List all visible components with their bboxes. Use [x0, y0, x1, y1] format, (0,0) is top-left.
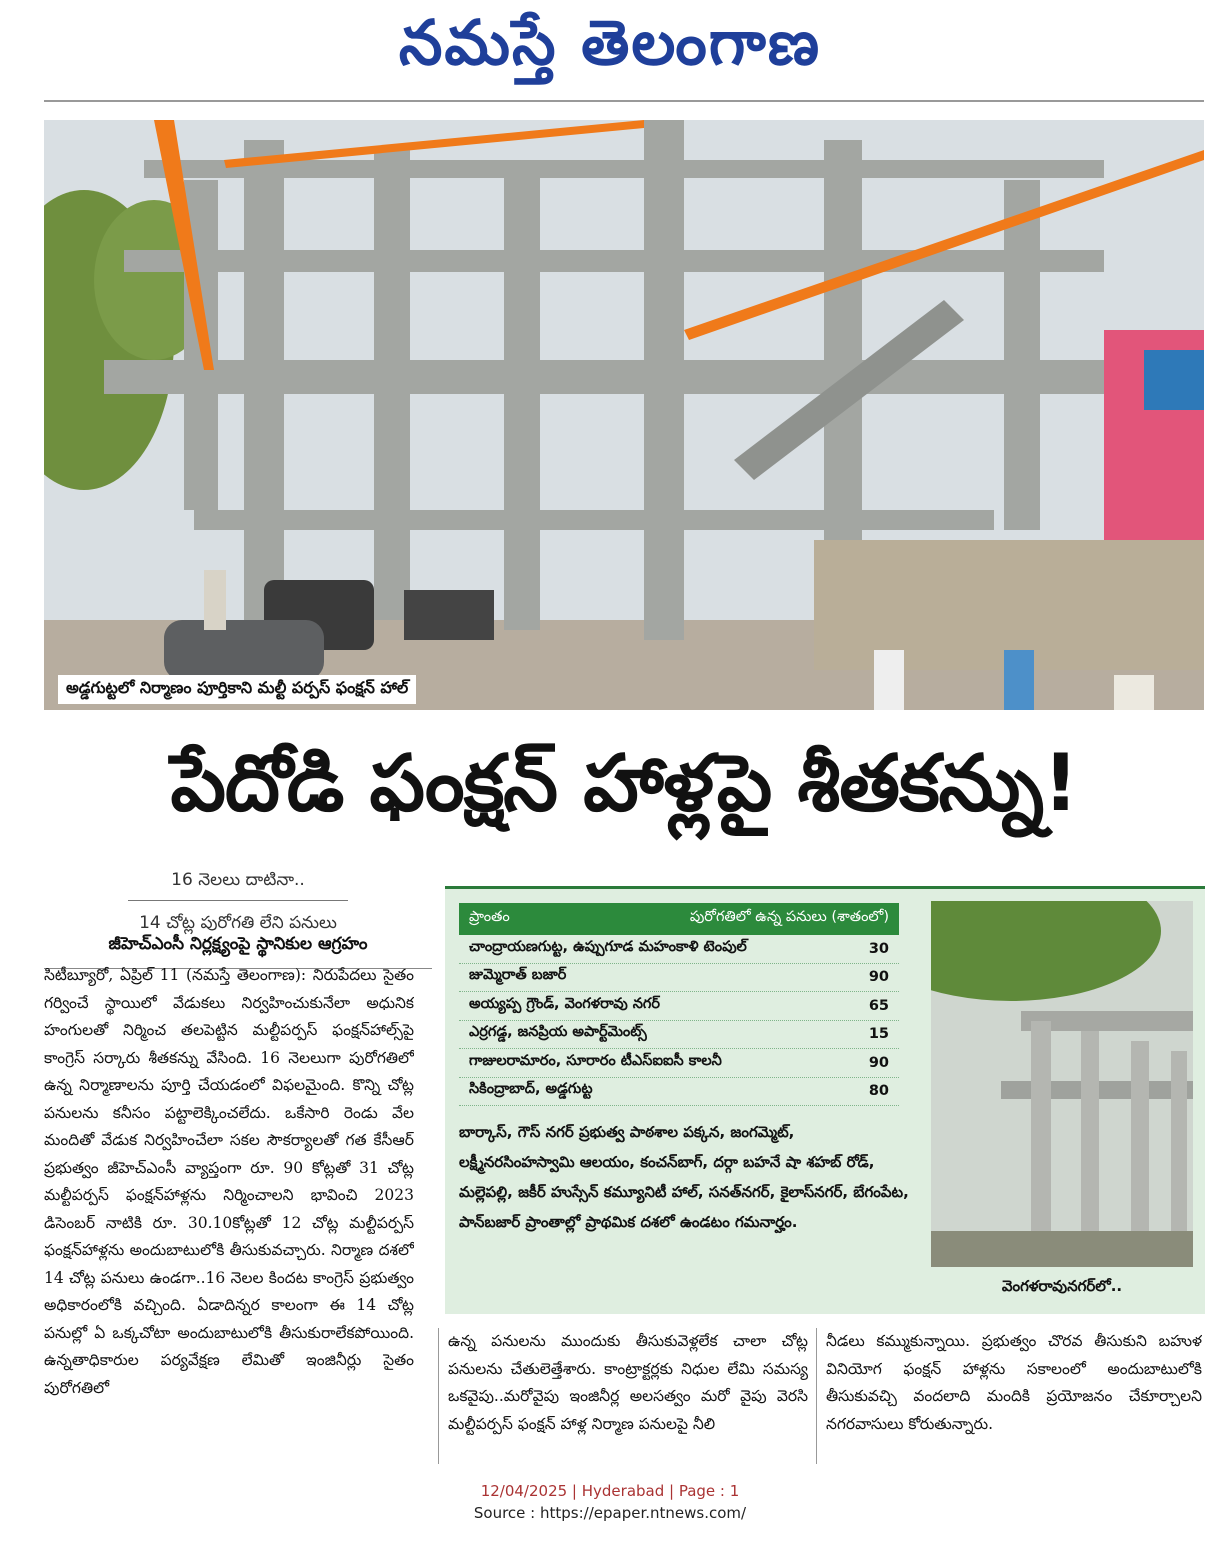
article-column-3: నీడలు కమ్ముకున్నాయి. ప్రభుత్వం చొరవ తీసుకుని బహుళ వినియోగ ఫంక్షన్ హాళ్లను సకాలంలో అందుబాటులోకి తీసుకువచ్చి వందలాది మందికి ప్రయోజనం చేకూర్చాలని నగరవాసులు కోరుతున్నారు.: [826, 1332, 1202, 1433]
table-cell-value: 90: [868, 969, 889, 986]
table-header-place: ప్రాంతం: [469, 909, 510, 925]
newspaper-logo: నమస్తే తెలంగాణ: [398, 6, 822, 79]
table-cell-place: చాంద్రాయణగుట్ట, ఉప్పుగూడ మహంకాళి టెంపుల్: [469, 938, 747, 955]
article-column-1: సిటీబ్యూరో, ఏప్రిల్ 11 (నమస్తే తెలంగాణ): నిరుపేదలు సైతం గర్వించే స్థాయిలో వేడుకలు నిర్వహించుకునేలా అధునిక హంగులతో నిర్మించ తలపెట్టిన మల్టీపర్పస్ ఫంక్షన్‌హాల్స్‌పై కాంగ్రెస్ సర్కారు శీతకన్ను వేసింది. 16 నెలలుగా పురోగతిలో ఉన్న నిర్మాణాలను పూర్తి చేయడంలో విఫలమైంది. కొన్ని చోట్ల పనులను కనీసం పట్టాలెక్కించలేదు. ఒకేసారి రెండు వేల మందితో వేడుక నిర్వహించేలా సకల సౌకర్యాలతో గత కేసీఆర్ ప్రభుత్వం జీహెచ్‌ఎంసీ వ్యాప్తంగా రూ. 90 కోట్లతో 31 చోట్ల మల్టీపర్పస్ ఫంక్షన్‌హాళ్లను నిర్మించాలని భావించి 2023 డిసెంబర్ నాటికి రూ. 30.10కోట్లతో 12 చోట్ల మల్టీపర్పస్ ఫంక్షన్‌హాళ్లను అందుబాటులోకి తీసుకువచ్చారు. నిర్మాణ దశలో 14 చోట్ల పనులు ఉండగా..16 నెలల కిందట కాంగ్రెస్ ప్రభుత్వం అధికారంలోకి వచ్చింది. ఏడాదిన్నర కాలంగా ఈ 14 చోట్ల పనుల్లో ఏ ఒక్కచోటా అందుబాటులోకి తీసుకురాలేకపోయింది. ఉన్నతాధికారుల పర్యవేక్షణ లేమితో ఇంజినీర్లు సైతం పురోగతిలో: [44, 966, 414, 1397]
table-row: [459, 1078, 899, 1107]
table-cell-value: 90: [868, 1054, 889, 1071]
table-cell-place: గాజులరామారం, సూరారం టీఎస్ఐఐసీ కాలనీ: [469, 1052, 722, 1069]
table-cell-place: అయ్యప్ప గ్రౌండ్, వెంగళరావు నగర్: [469, 995, 660, 1012]
footer-source: Source : https://epaper.ntnews.com/: [473, 1504, 747, 1522]
table-row: [459, 964, 899, 993]
subhead-line-2: 14 చోట్ల పురోగతి లేని పనులు: [139, 913, 337, 933]
table-header: [459, 903, 899, 935]
table-row: [459, 1049, 899, 1078]
table-row: [459, 935, 899, 964]
column-divider: [438, 1328, 439, 1464]
side-building-illustration: [931, 901, 1193, 1267]
table-header-progress: పురోగతిలో ఉన్న పనులు (శాతంలో): [689, 909, 889, 925]
building-illustration: [44, 120, 1204, 710]
progress-table: [459, 903, 899, 1106]
table-row: [459, 992, 899, 1021]
side-photo: [931, 901, 1193, 1267]
table-cell-value: 80: [868, 1083, 889, 1100]
table-row: [459, 1021, 899, 1050]
table-note: బార్కాస్, గౌస్ నగర్ ప్రభుత్వ పాఠశాల పక్కన, జంగమ్మెట్, లక్ష్మీనరసింహస్వామి ఆలయం, కంచన్‌బాగ్, దర్గా బహనే షా శహబ్ రోడ్, మల్లెపల్లి, జకీర్ హుస్సేన్ కమ్యూనిటీ హాల్, సనత్‌నగర్, కైలాస్‌నగర్, బేగంపేట, పాన్‌బజార్ ప్రాంతాల్లో ప్రాథమిక దశలో ఉండటం గమనార్హం.: [459, 1123, 909, 1231]
kicker: జీహెచ్‌ఎంసీ నిర్లక్ష్యంపై స్థానికుల ఆగ్రహం: [44, 934, 432, 969]
subhead-line-1: 16 నెలలు దాటినా..: [171, 870, 305, 890]
masthead: [0, 0, 1220, 100]
info-box: [445, 886, 1205, 1314]
headline-text: పేదోడి ఫంక్షన్ హాళ్లపై శీతకన్ను!: [170, 738, 1078, 829]
table-cell-place: జుమ్మెరాత్ బజార్: [469, 967, 567, 984]
table-cell-place: ఎర్రగడ్డ, జనప్రియ అపార్ట్‌మెంట్స్: [469, 1024, 647, 1041]
article-column-2: ఉన్న పనులను ముందుకు తీసుకువెళ్లలేక చాలా చోట్ల పనులను చేతులెత్తేశారు. కాంట్రాక్టర్లకు నిధుల లేమి సమస్య ఒకవైపు..మరోవైపు ఇంజినీర్ల అలసత్వం మరో వైపు వెరసి మల్టీపర్పస్ ఫంక్షన్ హాళ్ల నిర్మాణ పనులపై నీలి: [448, 1332, 808, 1433]
table-cell-value: 30: [868, 940, 889, 957]
footer: [0, 1480, 1220, 1524]
side-photo-caption: వెంగళరావునగర్‌లో..: [1001, 1277, 1123, 1295]
subhead-divider: [128, 900, 348, 901]
table-cell-place: సికింద్రాబాద్, అడ్డగుట్ట: [469, 1081, 593, 1098]
subhead-block: [44, 866, 432, 937]
headline: [44, 718, 1204, 868]
masthead-rule: [44, 100, 1204, 102]
footer-date-edition: 12/04/2025 | Hyderabad | Page : 1: [480, 1482, 740, 1500]
column-divider: [816, 1328, 817, 1464]
table-cell-value: 15: [868, 1026, 889, 1043]
main-photo-caption: అడ్డగుట్టలో నిర్మాణం పూర్తికాని మల్టీ పర్పస్ ఫంక్షన్ హాల్: [58, 675, 416, 704]
main-photo: [44, 120, 1204, 710]
table-cell-value: 65: [868, 997, 889, 1014]
